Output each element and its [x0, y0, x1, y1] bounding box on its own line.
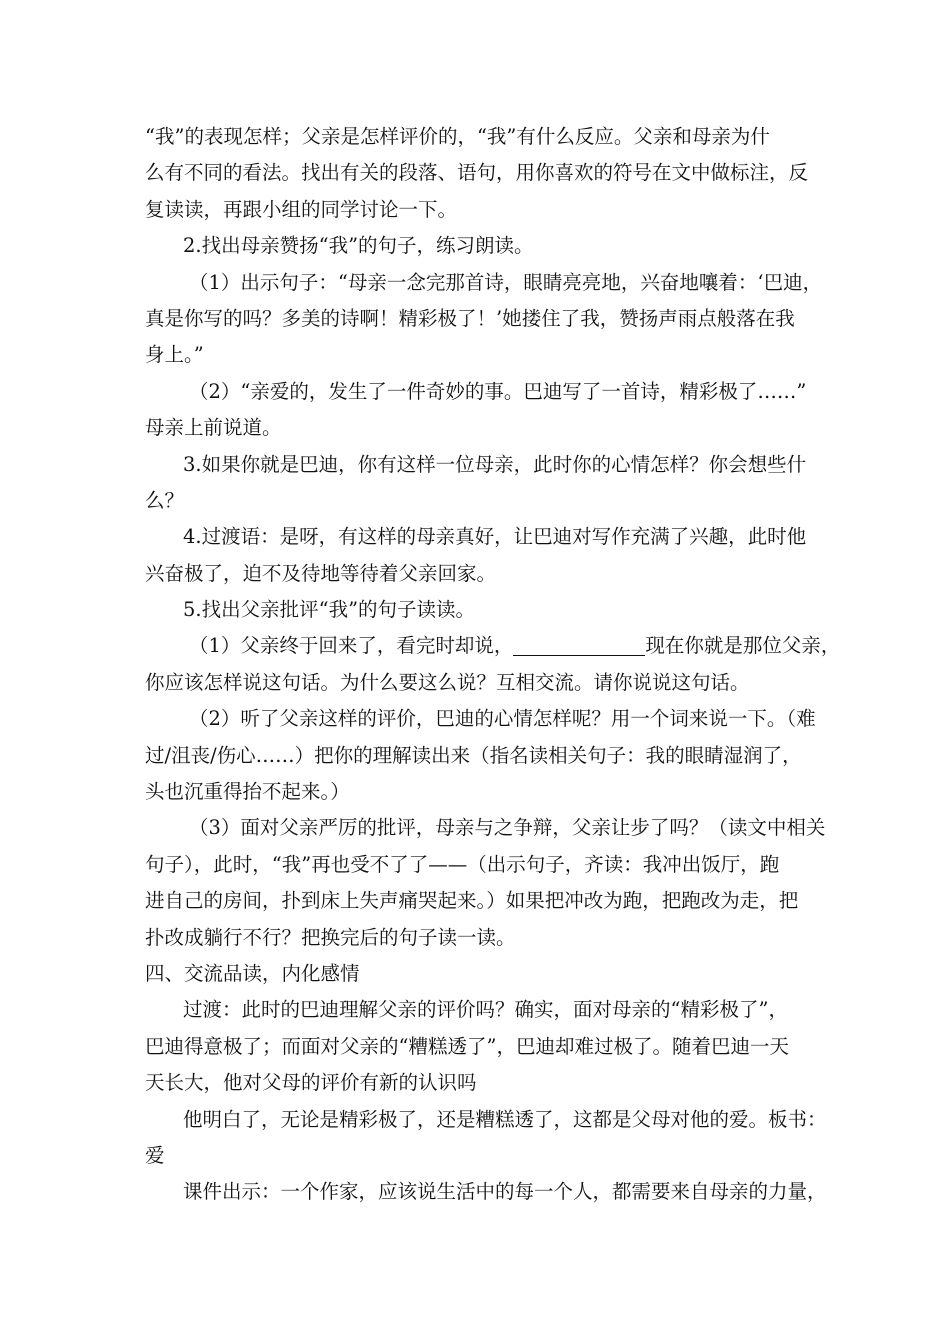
- section-heading: 四、交流品读，内化感情: [145, 961, 360, 985]
- text-line: 进自己的房间，扑到床上失声痛哭起来。）如果把冲改为跑，把跑改为走，把: [145, 889, 799, 913]
- text-line: 么？: [145, 488, 185, 512]
- text-line: 扑改成躺行不行？把换完后的句子读一读。: [145, 925, 516, 949]
- text-line: （2）“亲爱的，发生了一件奇妙的事。巴迪写了一首诗，精彩极了……”: [189, 379, 807, 403]
- text-line: 头也沉重得抬不起来。）: [145, 780, 350, 804]
- text-line: 3.如果你就是巴迪，你有这样一位母亲，此时你的心情怎样？你会想些什: [183, 452, 807, 476]
- text-line: 复读读，再跟小组的同学讨论一下。: [145, 197, 458, 221]
- text-line: 母亲上前说道。: [145, 416, 282, 440]
- text-line: 真是你写的吗？多美的诗啊！精彩极了！’她搂住了我，赞扬声雨点般落在我: [145, 306, 795, 330]
- text-line: 5.找出父亲批评“我”的句子读读。: [183, 598, 476, 622]
- text-line: 你应该怎样说这句话。为什么要这么说？互相交流。请你说说这句话。: [145, 670, 750, 694]
- text-segment: 现在你就是那位父亲，: [645, 634, 841, 658]
- text-line: （3）面对父亲严厉的批评，母亲与之争辩，父亲让步了吗？（读文中相关: [189, 816, 826, 840]
- text-line: 兴奋极了，迫不及待地等待着父亲回家。: [145, 561, 497, 585]
- text-line: 4.过渡语：是呀，有这样的母亲真好，让巴迪对写作充满了兴趣，此时他: [183, 525, 807, 549]
- document-body: [145, 119, 841, 1211]
- text-line: 课件出示：一个作家，应该说生活中的每一个人，都需要来自母亲的力量，: [183, 1180, 827, 1204]
- text-segment: （1）父亲终于回来了，看完时却说，: [189, 634, 514, 658]
- fill-in-blank: [513, 635, 645, 656]
- text-line: 巴迪得意极了；而面对父亲的“糟糕透了”，巴迪却难过极了。随着巴迪一天: [145, 1034, 789, 1058]
- text-line: 么有不同的看法。找出有关的段落、语句，用你喜欢的符号在文中做标注，反: [145, 161, 809, 185]
- text-line-with-blank: [145, 628, 841, 664]
- text-line: “我”的表现怎样；父亲是怎样评价的，“我”有什么反应。父亲和母亲为什: [145, 125, 770, 148]
- text-line: 过渡：此时的巴迪理解父亲的评价吗？确实，面对母亲的“精彩极了”，: [183, 998, 788, 1022]
- text-line: （1）出示句子：“母亲一念完那首诗，眼睛亮亮地，兴奋地嚷着：‘巴迪，: [189, 270, 823, 294]
- text-line: 天长大，他对父母的评价有新的认识吗: [145, 1071, 477, 1095]
- text-line: 爱: [145, 1143, 165, 1167]
- text-line: 句子），此时，“我”再也受不了了——（出示句子，齐读：我冲出饭厅，跑: [145, 852, 780, 876]
- text-line: 身上。”: [145, 343, 204, 367]
- text-line: 2.找出母亲赞扬“我”的句子，练习朗读。: [183, 234, 534, 258]
- text-line: 他明白了，无论是精彩极了，还是糟糕透了，这都是父母对他的爱。板书：: [183, 1107, 827, 1131]
- text-line: 过/沮丧/伤心……）把你的理解读出来（指名读相关句子：我的眼睛湿润了，: [145, 743, 802, 767]
- text-line: （2）听了父亲这样的评价，巴迪的心情怎样呢？用一个词来说一下。（难: [189, 707, 816, 731]
